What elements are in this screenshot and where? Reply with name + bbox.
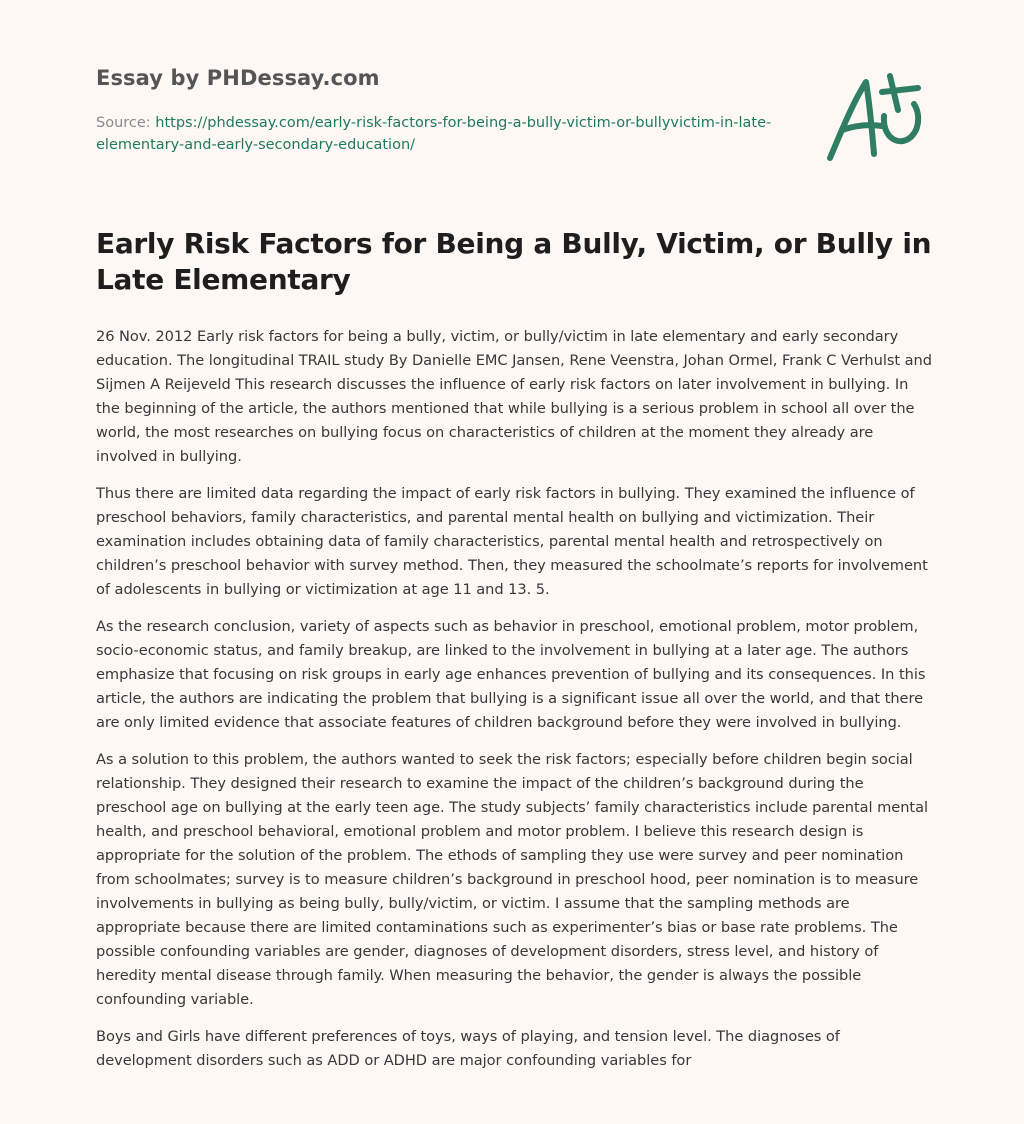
essay-paragraph: Boys and Girls have different preferences of toys, ways of playing, and tension level. The diagnoses of development disorders such as ADD or ADHD are major confounding variables for: [96, 1028, 840, 1069]
essay-paragraph: 26 Nov. 2012 Early risk factors for being a bully, victim, or bully/victim in late elementary and early secondary education. The longitudinal TRAIL study By Danielle EMC Jansen, Rene Veenstra, Johan Ormel, Frank C Verhulst and Sijmen A Reijeveld This research discusses the influence of early risk factors on later involvement in bullying. In the beginning of the article, the authors mentioned that while bullying is a serious problem in school all over the world, the most researches on bullying focus on characteristics of children at the moment they already are involved in bullying.: [96, 328, 932, 465]
essay-body: [96, 325, 932, 1086]
essay-title: Early Risk Factors for Being a Bully, Victim, or Bully in Late Elementary: [96, 227, 932, 296]
source-label: Source:: [96, 115, 151, 131]
essay-paragraph: As the research conclusion, variety of aspects such as behavior in preschool, emotional problem, motor problem, socio-economic status, and family breakup, are linked to the involvement in bullying at a later age. The authors emphasize that focusing on risk groups in early age enhances prevention of bullying and its consequences. In this article, the authors are indicating the problem that bullying is a significant issue all over the world, and that there are only limited evidence that associate features of children background before they were involved in bullying.: [96, 618, 926, 731]
source-line: [96, 112, 776, 156]
essay-paragraph: As a solution to this problem, the authors wanted to seek the risk factors; especially before children begin social relationship. They designed their research to examine the impact of the children’s background during the preschool age on bullying at the early teen age. The study subjects’ family characteristics include parental mental health, and preschool behavioral, emotional problem and motor problem. I believe this research design is appropriate for the solution of the problem. The ethods of sampling they use were survey and peer nomination from schoolmates; survey is to measure children’s background in preschool hood, peer nomination is to measure involvements in bullying as being bully, bully/victim, or victim. I assume that the sampling methods are appropriate because there are limited contaminations such as experimenter’s bias or base rate problems. The possible confounding variables are gender, diagnoses of development disorders, stress level, and history of heredity mental disease through family. When measuring the behavior, the gender is always the possible confounding variable.: [96, 751, 928, 1008]
site-name: Essay by PHDessay.com: [96, 66, 380, 90]
essay-paragraph: Thus there are limited data regarding the impact of early risk factors in bullying. They examined the influence of preschool behaviors, family characteristics, and parental mental health on bullying and victimization. Their examination includes obtaining data of family characteristics, parental mental health and retrospectively on children’s preschool behavior with survey method. Then, they measured the schoolmate’s reports for involvement of adolescents in bullying or victimization at age 11 and 13. 5.: [96, 485, 928, 598]
a-plus-grade-icon: [824, 70, 934, 164]
source-link[interactable]: https://phdessay.com/early-risk-factors-for-being-a-bully-victim-or-bullyvictim-in-late-elementary-and-early-secondary-education/: [96, 115, 772, 153]
